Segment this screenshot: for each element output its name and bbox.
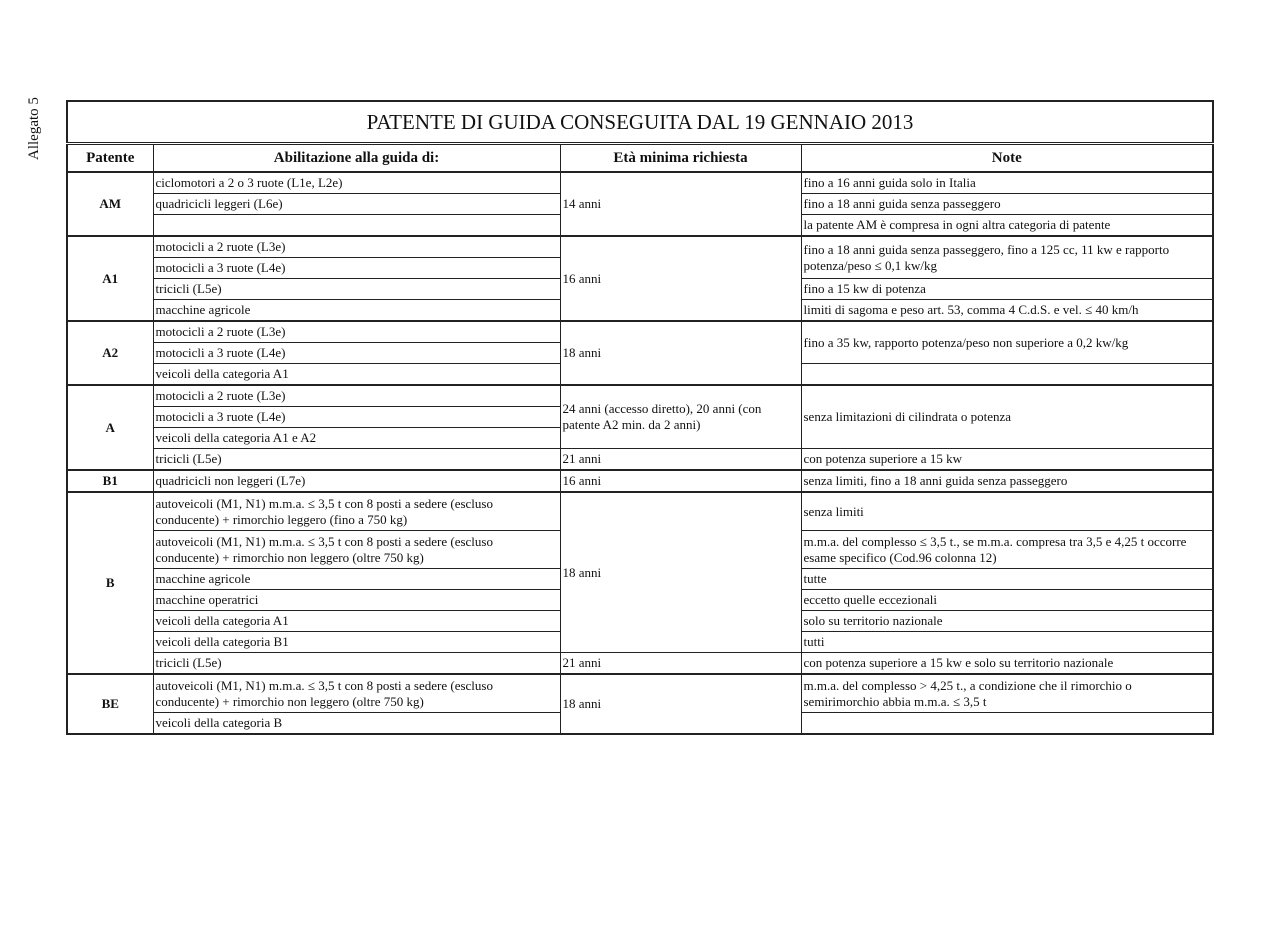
- abil-cell: motocicli a 3 ruote (L4e): [153, 343, 560, 364]
- note-cell: tutti: [801, 632, 1213, 653]
- category-a: A: [67, 385, 153, 470]
- abil-cell: macchine agricole: [153, 300, 560, 322]
- note-cell: limiti di sagoma e peso art. 53, comma 4 C.d.S. e vel. ≤ 40 km/h: [801, 300, 1213, 322]
- note-cell: fino a 15 kw di potenza: [801, 279, 1213, 300]
- note-cell: [801, 364, 1213, 386]
- eta-cell: 21 anni: [560, 653, 801, 675]
- abil-cell: motocicli a 3 ruote (L4e): [153, 407, 560, 428]
- table-title: PATENTE DI GUIDA CONSEGUITA DAL 19 GENNAIO 2013: [67, 101, 1213, 144]
- header-abilitazione: Abilitazione alla guida di:: [153, 144, 560, 173]
- abil-cell: veicoli della categoria A1: [153, 364, 560, 386]
- note-cell: la patente AM è compresa in ogni altra categoria di patente: [801, 215, 1213, 237]
- category-b1: B1: [67, 470, 153, 492]
- abil-cell: veicoli della categoria B1: [153, 632, 560, 653]
- abil-cell: quadricicli leggeri (L6e): [153, 194, 560, 215]
- note-cell: con potenza superiore a 15 kw: [801, 449, 1213, 471]
- category-a2: A2: [67, 321, 153, 385]
- note-cell: con potenza superiore a 15 kw e solo su territorio nazionale: [801, 653, 1213, 675]
- category-a1: A1: [67, 236, 153, 321]
- eta-cell: 18 anni: [560, 674, 801, 734]
- category-be: BE: [67, 674, 153, 734]
- abil-cell: veicoli della categoria B: [153, 713, 560, 735]
- header-patente: Patente: [67, 144, 153, 173]
- abil-cell: veicoli della categoria A1: [153, 611, 560, 632]
- abil-cell: macchine agricole: [153, 569, 560, 590]
- abil-cell: autoveicoli (M1, N1) m.m.a. ≤ 3,5 t con 8 posti a sedere (escluso conducente) + rimorchio non leggero (oltre 750 kg): [153, 531, 560, 569]
- header-note: Note: [801, 144, 1213, 173]
- eta-cell: 21 anni: [560, 449, 801, 471]
- abil-cell: macchine operatrici: [153, 590, 560, 611]
- abil-cell: [153, 215, 560, 237]
- abil-cell: quadricicli non leggeri (L7e): [153, 470, 560, 492]
- note-cell: eccetto quelle eccezionali: [801, 590, 1213, 611]
- note-cell: fino a 16 anni guida solo in Italia: [801, 172, 1213, 194]
- abil-cell: tricicli (L5e): [153, 449, 560, 471]
- abil-cell: veicoli della categoria A1 e A2: [153, 428, 560, 449]
- abil-cell: motocicli a 2 ruote (L3e): [153, 321, 560, 343]
- note-cell: solo su territorio nazionale: [801, 611, 1213, 632]
- note-cell: senza limiti, fino a 18 anni guida senza passeggero: [801, 470, 1213, 492]
- eta-cell: 16 anni: [560, 236, 801, 321]
- note-cell: tutte: [801, 569, 1213, 590]
- license-table: [66, 100, 1214, 735]
- note-cell: senza limiti: [801, 492, 1213, 531]
- eta-cell: 14 anni: [560, 172, 801, 236]
- eta-cell: 24 anni (accesso diretto), 20 anni (con patente A2 min. da 2 anni): [560, 385, 801, 449]
- abil-cell: ciclomotori a 2 o 3 ruote (L1e, L2e): [153, 172, 560, 194]
- abil-cell: tricicli (L5e): [153, 279, 560, 300]
- eta-cell: 18 anni: [560, 492, 801, 653]
- note-cell: fino a 18 anni guida senza passeggero: [801, 194, 1213, 215]
- abil-cell: motocicli a 2 ruote (L3e): [153, 236, 560, 258]
- abil-cell: motocicli a 2 ruote (L3e): [153, 385, 560, 407]
- abil-cell: autoveicoli (M1, N1) m.m.a. ≤ 3,5 t con 8 posti a sedere (escluso conducente) + rimorchio non leggero (oltre 750 kg): [153, 674, 560, 713]
- eta-cell: 16 anni: [560, 470, 801, 492]
- note-cell: senza limitazioni di cilindrata o potenza: [801, 385, 1213, 449]
- note-cell: fino a 18 anni guida senza passeggero, fino a 125 cc, 11 kw e rapporto potenza/peso ≤ 0,1 kw/kg: [801, 236, 1213, 279]
- abil-cell: tricicli (L5e): [153, 653, 560, 675]
- note-cell: m.m.a. del complesso > 4,25 t., a condizione che il rimorchio o semirimorchio abbia m.m.a. ≤ 3,5 t: [801, 674, 1213, 713]
- abil-cell: motocicli a 3 ruote (L4e): [153, 258, 560, 279]
- note-cell: fino a 35 kw, rapporto potenza/peso non superiore a 0,2 kw/kg: [801, 321, 1213, 364]
- category-b: B: [67, 492, 153, 674]
- note-cell: m.m.a. del complesso ≤ 3,5 t., se m.m.a. compresa tra 3,5 e 4,25 t occorre esame specifico (Cod.96 colonna 12): [801, 531, 1213, 569]
- abil-cell: autoveicoli (M1, N1) m.m.a. ≤ 3,5 t con 8 posti a sedere (escluso conducente) + rimorchio leggero (fino a 750 kg): [153, 492, 560, 531]
- header-eta: Età minima richiesta: [560, 144, 801, 173]
- category-am: AM: [67, 172, 153, 236]
- eta-cell: 18 anni: [560, 321, 801, 385]
- note-cell: [801, 713, 1213, 735]
- side-label: Allegato 5: [26, 97, 42, 160]
